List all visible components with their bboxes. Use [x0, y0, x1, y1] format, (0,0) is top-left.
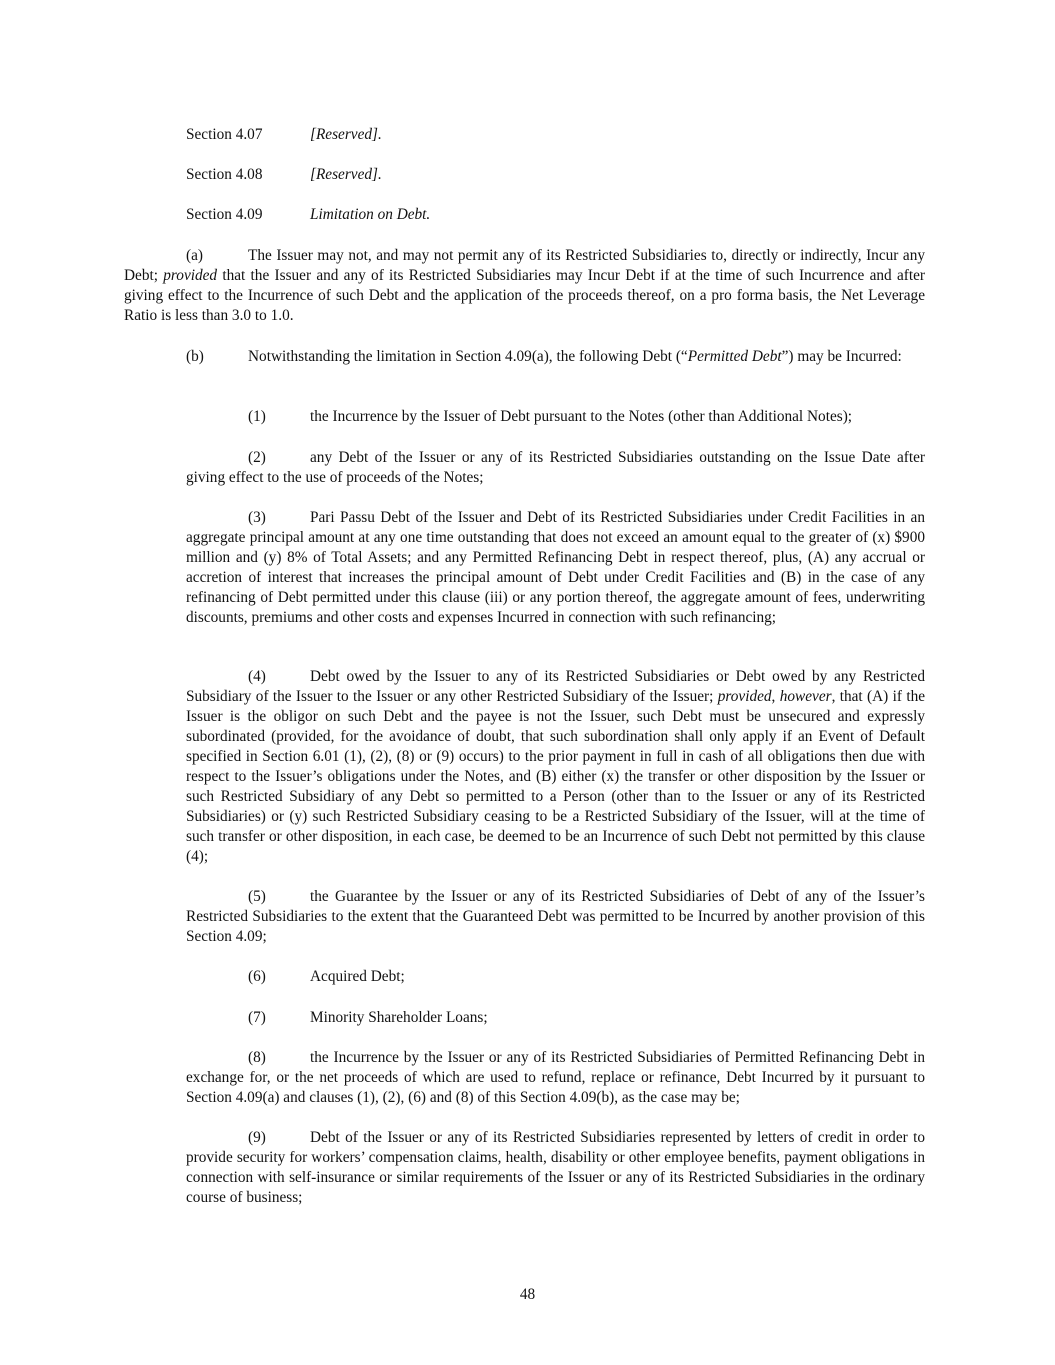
clause-marker: (3)	[248, 509, 266, 526]
paragraph-marker: (a)	[186, 247, 203, 264]
paragraph-b: (b) Notwithstanding the limitation in Section 4.09(a), the following Debt (“Permitted Debt”) may be Incurred:	[186, 348, 902, 365]
clause-7: (7) Minority Shareholder Loans;	[248, 1009, 488, 1026]
clause-marker: (2)	[248, 449, 266, 466]
section-number: Section 4.08	[186, 166, 263, 183]
clause-3: (3) Pari Passu Debt of the Issuer and Debt of its Restricted Subsidiaries under Credit Facilities in an aggregate principal amount at any one time outstanding that does not exceed an amount equal to the greater of (x) $900 million and (y) 8% of Total Assets; and any Permitted Refinancing Debt in respect thereof, plus, (A) any accrual or accretion of interest that increases the principal amount of Debt under Credit Facilities and (B) in the case of any refinancing of Debt permitted under this clause (iii) or any portion thereof, the aggregate amount of fees, underwriting discounts, premiums and other costs and expenses Incurred in connection with such refinancing;	[186, 509, 925, 626]
section-title: [Reserved].	[310, 126, 382, 143]
clause-marker: (7)	[248, 1009, 266, 1026]
clause-5: (5) the Guarantee by the Issuer or any of its Restricted Subsidiaries of Debt of any of the Issuer’s Restricted Subsidiaries to the extent that the Guaranteed Debt was permitted to be Incurred by another provision of this Section 4.09;	[186, 888, 925, 945]
section-number: Section 4.07	[186, 126, 263, 143]
section-heading-4-07	[186, 125, 382, 145]
page-number: 48	[519, 1286, 536, 1303]
clause-2: (2) any Debt of the Issuer or any of its Restricted Subsidiaries outstanding on the Issue Date after giving effect to the use of proceeds of the Notes;	[186, 449, 925, 486]
paragraph-a: (a) The Issuer may not, and may not permit any of its Restricted Subsidiaries to, directly or indirectly, Incur any Debt; provided that the Issuer and any of its Restricted Subsidiaries may Incur Debt if at the time of such Incurrence and after giving effect to the Incurrence of such Debt and the application of the proceeds thereof, on a pro forma basis, the Net Leverage Ratio is less than 3.0 to 1.0.	[124, 247, 925, 324]
clause-marker: (9)	[248, 1129, 266, 1146]
section-heading-4-09	[186, 205, 430, 225]
clause-9: (9) Debt of the Issuer or any of its Restricted Subsidiaries represented by letters of credit in order to provide security for workers’ compensation claims, health, disability or other employee benefits, payment obligations in connection with self-insurance or similar requirements of the Issuer or any of its Restricted Subsidiaries in the ordinary course of business;	[186, 1129, 925, 1206]
clause-marker: (4)	[248, 668, 266, 685]
clause-4: (4) Debt owed by the Issuer to any of its Restricted Subsidiaries or Debt owed by any Restricted Subsidiary of the Issuer to the Issuer or any other Restricted Subsidiary of the Issuer; provided, however, that (A) if the Issuer is the obligor on such Debt and the payee is not the Issuer, such Debt must be unsecured and expressly subordinated (provided, for the avoidance of doubt, that such subordination shall only apply if an Event of Default specified in Section 6.01 (1), (2), (8) or (9) occurs) to the prior payment in full in cash of all obligations then due with respect to the Issuer’s obligations under the Notes, and (B) either (x) the transfer or other disposition by the Issuer or such Restricted Subsidiary of any Debt so permitted to a Person (other than to the Issuer or any of its Restricted Subsidiaries) or (y) such Restricted Subsidiary ceasing to be a Restricted Subsidiary of the Issuer, will at the time of such transfer or other disposition, in each case, be deemed to be an Incurrence of such Debt not permitted by this clause (4);	[186, 668, 926, 865]
clause-marker: (8)	[248, 1049, 266, 1066]
clause-1: (1) the Incurrence by the Issuer of Debt pursuant to the Notes (other than Additional Notes);	[248, 408, 853, 425]
section-number: Section 4.09	[186, 206, 263, 223]
clause-8: (8) the Incurrence by the Issuer or any of its Restricted Subsidiaries of Permitted Refinancing Debt in exchange for, or the net proceeds of which are used to refund, replace or refinance, Debt Incurred by it pursuant to Section 4.09(a) and clauses (1), (2), (6) and (8) of this Section 4.09(b), as the case may be;	[186, 1049, 925, 1106]
clause-marker: (1)	[248, 408, 266, 425]
section-title: [Reserved].	[310, 166, 382, 183]
clause-6: (6) Acquired Debt;	[248, 968, 405, 985]
clause-marker: (6)	[248, 968, 266, 985]
clause-marker: (5)	[248, 888, 266, 905]
section-title: Limitation on Debt.	[310, 206, 431, 223]
paragraph-marker: (b)	[186, 348, 204, 365]
section-heading-4-08	[186, 165, 382, 185]
